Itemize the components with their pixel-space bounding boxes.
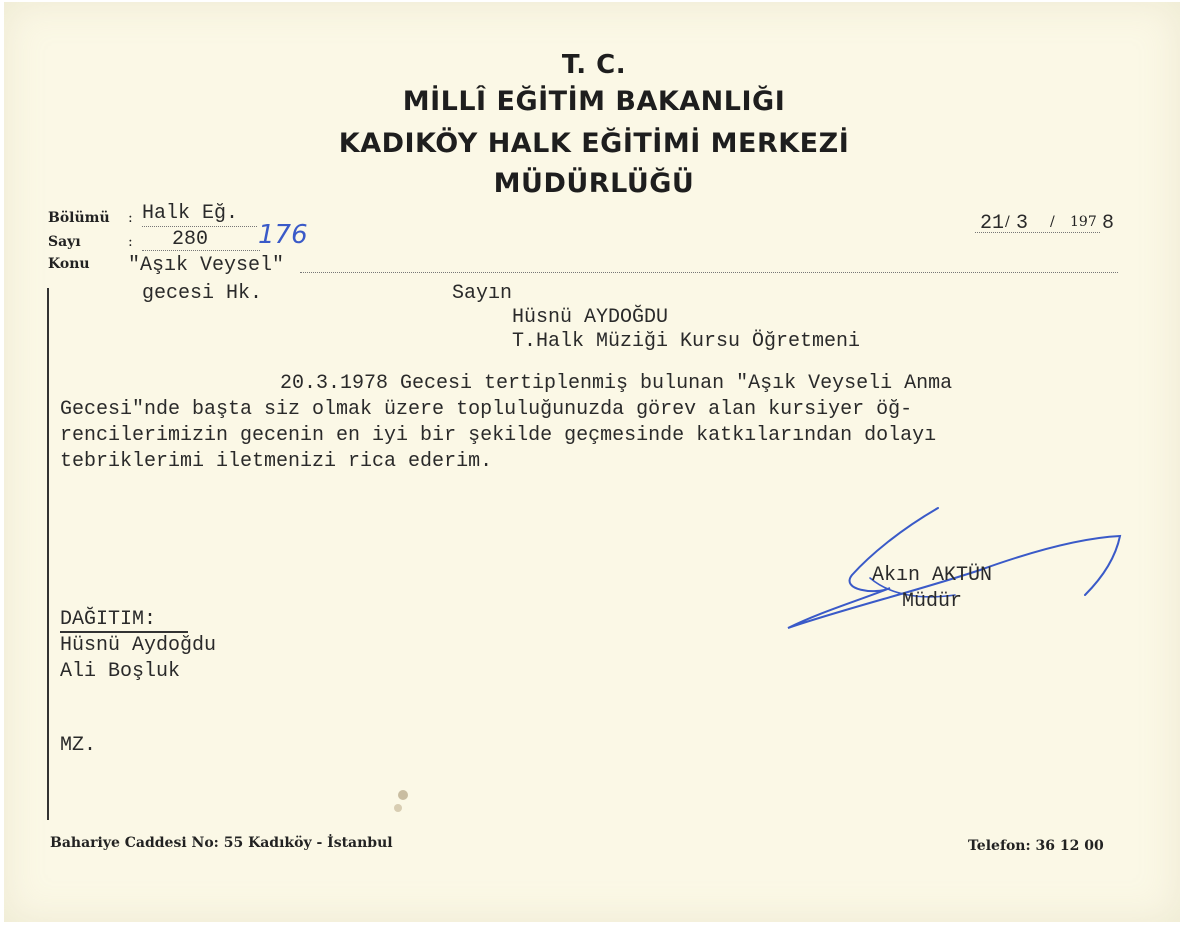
sayi-value: 280 — [172, 228, 209, 251]
sayi-label: Sayı — [48, 234, 81, 250]
signatory-role: Müdür — [902, 590, 963, 613]
date-day: 21 — [980, 212, 1005, 235]
bolumu-label: Bölümü — [48, 210, 110, 226]
distribution-underline — [60, 631, 188, 633]
date-dotline — [975, 232, 1100, 233]
footer-phone: Telefon: 36 12 00 — [968, 838, 1104, 854]
date-year-digit: 8 — [1102, 212, 1115, 235]
bolumu-colon: : — [128, 210, 133, 226]
sayi-dotline — [142, 250, 260, 251]
distribution-item-1: Hüsnü Aydoğdu — [60, 634, 217, 657]
body-line-1: 20.3.1978 Gecesi tertiplenmiş bulunan "Aşık Veyseli Anma — [280, 372, 953, 395]
recipient-salutation: Sayın — [452, 282, 513, 305]
konu-value-1: "Aşık Veysel" — [128, 254, 285, 277]
letterhead-center: KADIKÖY HALK EĞİTİMİ MERKEZİ — [338, 128, 850, 159]
distribution-item-2: Ali Boşluk — [60, 660, 181, 683]
konu-dotline — [300, 272, 1118, 273]
margin-line — [47, 288, 49, 820]
typist-initials: MZ. — [60, 734, 97, 757]
letterhead-ministry: MİLLÎ EĞİTİM BAKANLIĞI — [402, 86, 786, 117]
sayi-handwritten: 176 — [258, 220, 308, 250]
paper-stain — [390, 786, 412, 816]
konu-value-2: gecesi Hk. — [142, 282, 263, 305]
date-sep-2: / — [1050, 214, 1055, 230]
date-sep-1: / — [1005, 214, 1010, 230]
bolumu-dotline — [142, 226, 257, 227]
signatory-name: Akın AKTÜN — [872, 564, 993, 587]
date-month: 3 — [1016, 212, 1029, 235]
footer-address: Bahariye Caddesi No: 55 Kadıköy - İstanbul — [50, 835, 393, 851]
distribution-heading: DAĞITIM: — [60, 608, 157, 631]
bolumu-value: Halk Eğ. — [142, 202, 239, 225]
letterhead-tc: T. C. — [561, 50, 627, 80]
letterhead-directorate: MÜDÜRLÜĞÜ — [493, 168, 695, 199]
konu-label: Konu — [48, 256, 90, 272]
sayi-colon: : — [128, 234, 133, 250]
recipient-title: T.Halk Müziği Kursu Öğretmeni — [512, 330, 861, 353]
body-line-4: tebriklerimi iletmenizi rica ederim. — [60, 450, 493, 473]
body-line-2: Gecesi"nde başta siz olmak üzere topluluğunuzda görev alan kursiyer öğ- — [60, 398, 913, 421]
recipient-name: Hüsnü AYDOĞDU — [512, 306, 669, 329]
date-year-prefix: 197 — [1070, 214, 1097, 230]
body-line-3: rencilerimizin gecenin en iyi bir şekilde geçmesinde katkılarından dolayı — [60, 424, 937, 447]
